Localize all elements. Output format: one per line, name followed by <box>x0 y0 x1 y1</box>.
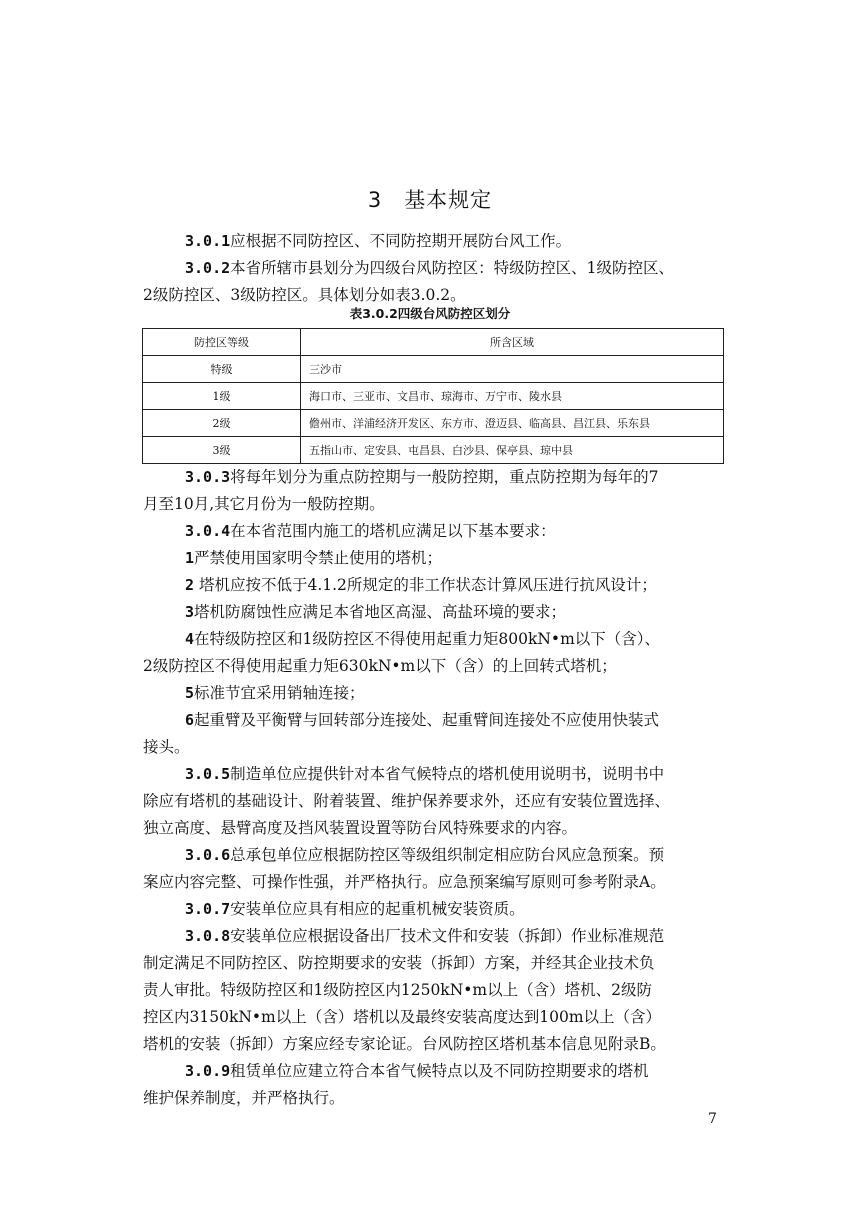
clause-code: 3.0.3 <box>185 468 231 486</box>
clause-3-0-5 <box>143 761 723 842</box>
table-row <box>143 383 724 410</box>
item-6 <box>143 707 723 761</box>
clause-text: 制造单位应提供针对本省气候特点的塔机使用说明书，说明书中 <box>230 765 665 783</box>
clause-text: 除应有塔机的基础设计、附着装置、维护保养要求外，还应有安装位置选择、 <box>143 792 671 810</box>
section-title <box>0 184 860 214</box>
item-1 <box>143 545 723 572</box>
item-text: 塔机防腐蚀性应满足本省地区高湿、高盐环境的要求； <box>194 603 567 621</box>
item-text: 起重臂及平衡臂与回转部分连接处、起重臂间连接处不应使用快装式 <box>194 711 660 729</box>
item-code: 4 <box>185 630 195 648</box>
item-code: 3 <box>185 603 195 621</box>
clause-text: 应根据不同防控区、不同防控期开展防台风工作。 <box>230 232 572 250</box>
clause-text: 总承包单位应根据防控区等级组织制定相应防台风应急预案。预 <box>230 846 665 864</box>
section-title-text: 基本规定 <box>404 188 493 212</box>
clause-text: 制定满足不同防控区、防控期要求的安装（拆卸）方案，并经其企业技术负 <box>143 954 655 972</box>
table-caption: 表3.0.2四级台风防控区划分 <box>349 306 511 321</box>
clause-text: 控区内3150kN•m以上（含）塔机以及最终安装高度达到100m以上（含） <box>143 1008 662 1026</box>
zone-areas: 五指山市、定安县、屯昌县、白沙县、保亭县、琼中县 <box>301 437 724 464</box>
table-header-row <box>143 329 724 356</box>
clause-text: 2级防控区、3级防控区。具体划分如表3.0.2。 <box>143 286 466 304</box>
section-number: 3 <box>367 188 383 212</box>
clause-text: 租赁单位应建立符合本省气候特点以及不同防控期要求的塔机 <box>230 1062 649 1080</box>
clause-text: 月至10月,其它月份为一般防控期。 <box>143 495 385 513</box>
clause-text: 案应内容完整、可操作性强，并严格执行。应急预案编写原则可参考附录A。 <box>143 873 666 891</box>
clause-code: 3.0.9 <box>185 1062 231 1080</box>
table-row <box>143 410 724 437</box>
item-2 <box>143 572 723 599</box>
clause-text: 维护保养制度，并严格执行。 <box>143 1089 345 1107</box>
clause-text: 独立高度、悬臂高度及挡风装置设置等防台风特殊要求的内容。 <box>143 819 578 837</box>
item-4 <box>143 626 723 680</box>
clause-text: 将每年划分为重点防控期与一般防控期，重点防控期为每年的7 <box>230 468 659 486</box>
item-text: 塔机应按不低于4.1.2所规定的非工作状态计算风压进行抗风设计； <box>194 576 657 594</box>
clause-3-0-6 <box>143 842 723 896</box>
header-level: 防控区等级 <box>143 329 301 356</box>
zone-areas: 儋州市、洋浦经济开发区、东方市、澄迈县、临高县、昌江县、乐东县 <box>301 410 724 437</box>
clause-code: 3.0.1 <box>185 232 231 250</box>
item-code: 5 <box>185 684 195 702</box>
header-areas: 所含区域 <box>301 329 724 356</box>
clause-text: 塔机的安装（拆卸）方案应经专家论证。台风防控区塔机基本信息见附录B。 <box>143 1035 666 1053</box>
clause-3-0-9 <box>143 1058 723 1112</box>
clause-code: 3.0.4 <box>185 522 231 540</box>
item-text: 严禁使用国家明令禁止使用的塔机； <box>194 549 443 567</box>
item-3 <box>143 599 723 626</box>
item-5 <box>143 680 723 707</box>
item-code: 2 <box>185 576 195 594</box>
table-row <box>143 437 724 464</box>
zone-areas: 三沙市 <box>301 356 724 383</box>
clause-3-0-2 <box>143 255 723 309</box>
clause-3-0-1 <box>143 228 723 255</box>
item-text: 接头。 <box>143 738 190 756</box>
zone-areas: 海口市、三亚市、文昌市、琼海市、万宁市、陵水县 <box>301 383 724 410</box>
zone-level: 3级 <box>143 437 301 464</box>
page-number: 7 <box>708 1111 717 1127</box>
item-code: 1 <box>185 549 195 567</box>
clause-text: 责人审批。特级防控区和1级防控区内1250kN•m以上（含）塔机、2级防 <box>143 981 652 999</box>
clause-text: 在本省范围内施工的塔机应满足以下基本要求： <box>230 522 556 540</box>
clause-text: 安装单位应具有相应的起重机械安装资质。 <box>230 900 525 918</box>
zone-level: 2级 <box>143 410 301 437</box>
item-text: 2级防控区不得使用起重力矩630kN•m以下（含）的上回转式塔机； <box>143 657 617 675</box>
clause-3-0-8 <box>143 923 723 1058</box>
item-code: 6 <box>185 711 195 729</box>
clause-3-0-7 <box>143 896 723 923</box>
item-text: 标准节宜采用销轴连接； <box>194 684 365 702</box>
clause-code: 3.0.2 <box>185 259 231 277</box>
clause-code: 3.0.8 <box>185 927 231 945</box>
table-row <box>143 356 724 383</box>
clause-code: 3.0.5 <box>185 765 231 783</box>
clause-text: 本省所辖市县划分为四级台风防控区：特级防控区、1级防控区、 <box>230 259 675 277</box>
clause-3-0-4 <box>143 518 723 545</box>
clause-text: 安装单位应根据设备出厂技术文件和安装（拆卸）作业标准规范 <box>230 927 665 945</box>
clause-code: 3.0.6 <box>185 846 231 864</box>
zone-table <box>142 328 724 464</box>
clause-code: 3.0.7 <box>185 900 231 918</box>
zone-level: 特级 <box>143 356 301 383</box>
clause-3-0-3 <box>143 464 723 518</box>
zone-level: 1级 <box>143 383 301 410</box>
item-text: 在特级防控区和1级防控区不得使用起重力矩800kN•m以下（含）、 <box>194 630 661 648</box>
